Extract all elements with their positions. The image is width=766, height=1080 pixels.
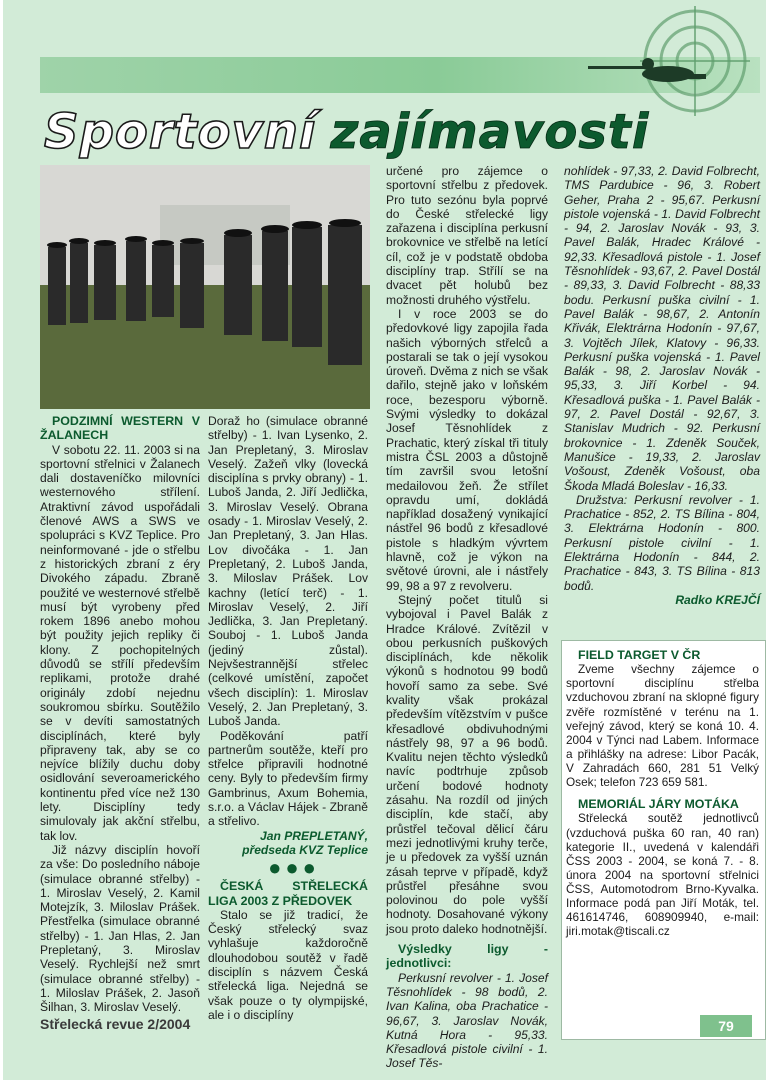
page-number: 79 — [700, 1015, 752, 1037]
memorial-heading: MEMORIÁL JÁRY MOTÁKA — [578, 797, 739, 812]
results-individual-2: nohlídek - 97,33, 2. David Folbrecht, TMS Pardubice - 96, 3. Robert Geher, Praha 2 - 95,67. Perkusní pistole vojenská - 1. David Folbrecht - 94, 2. Jaroslav Novák - 93, 3. Pavel Balák, Hradec Králové - 92,33. Křesadlová pistole - 1. Josef Těsnohlídek - 93,67, 2. Pavel Dostál - 89,33, 3. David Folbrecht - 88,33 bodu. Perkusní puška civilní - 1. Pavel Balák - 98,67, 2. Antonín Křivák, Elektrárna Hodonín - 97,67, 3. Vojtěch Jílek, Klatovy - 96,33. Perkusní puška vojenská - 1. Pavel Balák - 98, 2. Jaroslav Novák - 95,33, 3. Jiří Korbel - 94. Křesadlová puška - 1. Pavel Balák - 97, 2. Pavel Dostál - 92,67, 3. Stanislav Mudrich - 92. Perkusní brokovnice - 1. Zdeněk Souček, Manušice - 19,33, 2. Jaroslav Vošoust, Zdeněk Vošoust, oba Škoda Mladá Boleslav - 16,33. — [564, 164, 760, 493]
section-divider: ●●● — [268, 855, 320, 881]
results-individual-1: Perkusní revolver - 1. Josef Těsnohlídek - 98 bodů, 2. Ivan Kalina, oba Prachatice - 96,67, 3. Jaroslav Novák, Kutná Hora - 95,33. Křesadlová pistole civilní - 1. Josef Těs- — [386, 970, 548, 1071]
western-paragraph-2: Již názvy disciplín hovoří za vše: Do posledního náboje (simulace obranné střelby) - 1. Miroslav Veselý, 2. Kamil Motejzík, 3. Miloslav Prášek. Přestřelka (simulace obranné střelby) - 1. Jan Hlas, 2. Jan Prepletaný, 3. Miroslav Veselý. Rychlejší než smrt (simulace obranné střelby) - 1. Miloslav Prášek, 2. Jasoň Šilhan, 3. Miroslav Veselý. — [40, 842, 200, 1015]
memorial-text: Střelecká soutěž jednotlivců (vzduchová puška 60 ran, 40 ran) kategorie II., uvedená v kalendáři ČSS 2003 - 2004, se koná 7. - 8. února 2004 na sportovní střelnici ČSS, Automotodrom Brno-Kyvalka. Informace podá pan Jiří Moták, tel. 461614746, 608909940, e-mail: jiri.motak@tiscali.cz — [566, 811, 759, 939]
league-paragraph-4: Stejný počet titulů si vybojoval i Pavel Balák z Hradce Králové. Zvítězil v obou perkusních puškových disciplínách, kde několik výkonů s hodnotou 99 bodů hovoří samo za sebe. Své kvality však prokázal především vítězstvím v pušce křesadlové obdivuhodnými nástřely 98, 97 a 96 bodů. Kvalitu nejen těchto výsledků navíc podtrhuje způsob určení bodové hodnoty zásahu. Na rozdíl od jiných disciplín, kde stačí, aby průstřel tečoval dělicí čáru mezi jednotlivými kruhy terče, je u předovek za vyšší uznán zásah teprve v případě, když průstřel přesáhne svou polovinou do pole vyšší hodnoty. Dosahované výkony jsou proto daleko hodnotnější. — [386, 592, 548, 936]
announcements-content — [566, 648, 759, 938]
results-heading: Výsledky ligy - jednotlivci: — [386, 942, 548, 971]
magazine-name: Střelecká revue — [40, 1016, 144, 1032]
field-target-text: Zveme všechny zájemce o sportovní disciplínu střelba vzduchovou zbraní na sklopné figury zvěře rozmístěné v terénu na 1. veřejný závod, který se koná 10. 4. 2004 v Týnci nad Labem. Informace a přihlášky na adrese: Libor Pacák, V Zahradách 660, 281 51 Velký Osek; telefon 723 659 581. — [566, 662, 759, 790]
league-paragraph-2: určené pro zájemce o sportovní střelbu z předovek. Pro tuto sezónu byla poprvé do České střelecké ligy zařazena i disciplína perkusní brokovnice ve střelbě na letící cíl, což je v podstatě obdoba disciplíny trap. Střílí se na dvacet pět holubů bez možnosti druhého výstřelu. — [386, 164, 548, 307]
author-role: předseda KVZ Teplice — [242, 842, 368, 857]
page-title — [44, 103, 764, 165]
western-photo — [40, 165, 370, 409]
league-paragraph-1: Stalo se již tradicí, že Český střelecký svaz vyhlašuje každoročně dlouhodobou soutěž v řadě disciplín s názvem Česká střelecká liga. Nejedná se však pouze o ty olympijské, ale i o disciplíny — [208, 907, 368, 1022]
title-word-1: Sportovní — [44, 104, 317, 160]
results-author: Radko KREJČÍ — [675, 592, 760, 607]
author-name: Jan PREPLETANÝ, — [260, 828, 368, 843]
column-3 — [386, 164, 548, 1071]
footer-magazine — [40, 1016, 190, 1032]
column-1 — [40, 414, 200, 1014]
western-paragraph-3: Doraž ho (simulace obranné střelby) - 1. Ivan Lysenko, 2. Jan Prepletaný, 3. Miroslav Veselý. Zažeň vlky (lovecká disciplína s prvky obrany) - 1. Luboš Janda, 2. Jiří Jedlička, 3. Miroslav Veselý. Obrana osady - 1. Miroslav Veselý, 2. Jan Prepletaný, 3. Jan Hlas. Lov divočáka - 1. Jan Prepletaný, 2. Luboš Janda, 3. Miloslav Prášek. Lov kachny (letící terč) - 1. Miroslav Veselý, 2. Jiří Jedlička, 3. Jan Prepletaný. Souboj - 1. Luboš Janda (jediný zůstal). Nejvšestrannější střelec (celkové umístění, započet všech disciplín): 1. Miroslav Veselý, 2. Jan Prepletaný, 3. Luboš Janda. — [208, 414, 368, 729]
league-heading: ČESKÁ STŘELECKÁ LIGA 2003 Z PŘEDOVEK — [208, 879, 368, 908]
magazine-issue: 2/2004 — [147, 1016, 191, 1032]
prone-shooter-icon — [588, 48, 708, 92]
league-paragraph-3: I v roce 2003 se do předovkové ligy zapojila řada našich výborných střelců a postarali se tak o její vysokou úroveň. Dvěma z nich se však dařilo, stejně jako v loňském roce, bezesporu výborně. Svými výsledky to dokázal Josef Těsnohlídek z Prachatic, který získal tři tituly mistra ČSL 2003 a důstojně tím završil svou letošní medailovou žeň. Že střílet opravdu umí, dokládá například dosažený vynikající nástřel 96 bodů z křesadlové pistole s hladkým vývrtem hlavně, což je výkon na světové úrovni, ale i nástřely 99, 98 a 97 z revolveru. — [386, 306, 548, 593]
column-2 — [208, 414, 368, 1022]
western-heading: PODZIMNÍ WESTERN V ŽALANECH — [40, 414, 200, 443]
western-paragraph-1: V sobotu 22. 11. 2003 si na sportovní střelnici v Žalanech dali dostaveníčko milovníci westernového střílení. Atraktivní závod uspořádali členové AWS a SWS ve spolupráci s KVZ Teplice. Pro neinformované - jde o střelbu z historických zbraní z éry Divokého západu. Zbraně použité ve westernové střelbě musí být vyrobeny před rokem 1896 anebo mohou být použity jejich repliky či klony. Z pochopitelných důvodů se střílí především replikami, protože drahé originály zdobí nejednu soukromou sbírku. Soutěžilo se v devíti samostatných disciplínách, které byly připraveny tak, aby se co nejvíce blížily duchu doby osidlování severoamerického kontinentu před více než 130 lety. Disciplíny tedy simulovaly jak akční střelbu, tak lov. — [40, 442, 200, 843]
column-4 — [564, 164, 760, 607]
title-word-2: zajímavosti — [330, 104, 650, 160]
page-edge — [0, 0, 3, 1080]
field-target-heading: FIELD TARGET V ČR — [578, 648, 701, 662]
western-paragraph-4: Poděkování patří partnerům soutěže, kteří pro střelce připravili hodnotné ceny. Byly to především firmy Gambrinus, Axum Bohemia, s.r.o. a Václav Hájek - Zbraně a střelivo. — [208, 728, 368, 829]
results-teams: Družstva: Perkusní revolver - 1. Prachatice - 852, 2. TS Bílina - 804, 3. Elektrárna Hodonín - 800. Perkusní pistole civilní - 1. Elektrárna Hodonín - 844, 2. Prachatice - 843, 3. TS Bílina - 813 bodů. — [564, 492, 760, 593]
